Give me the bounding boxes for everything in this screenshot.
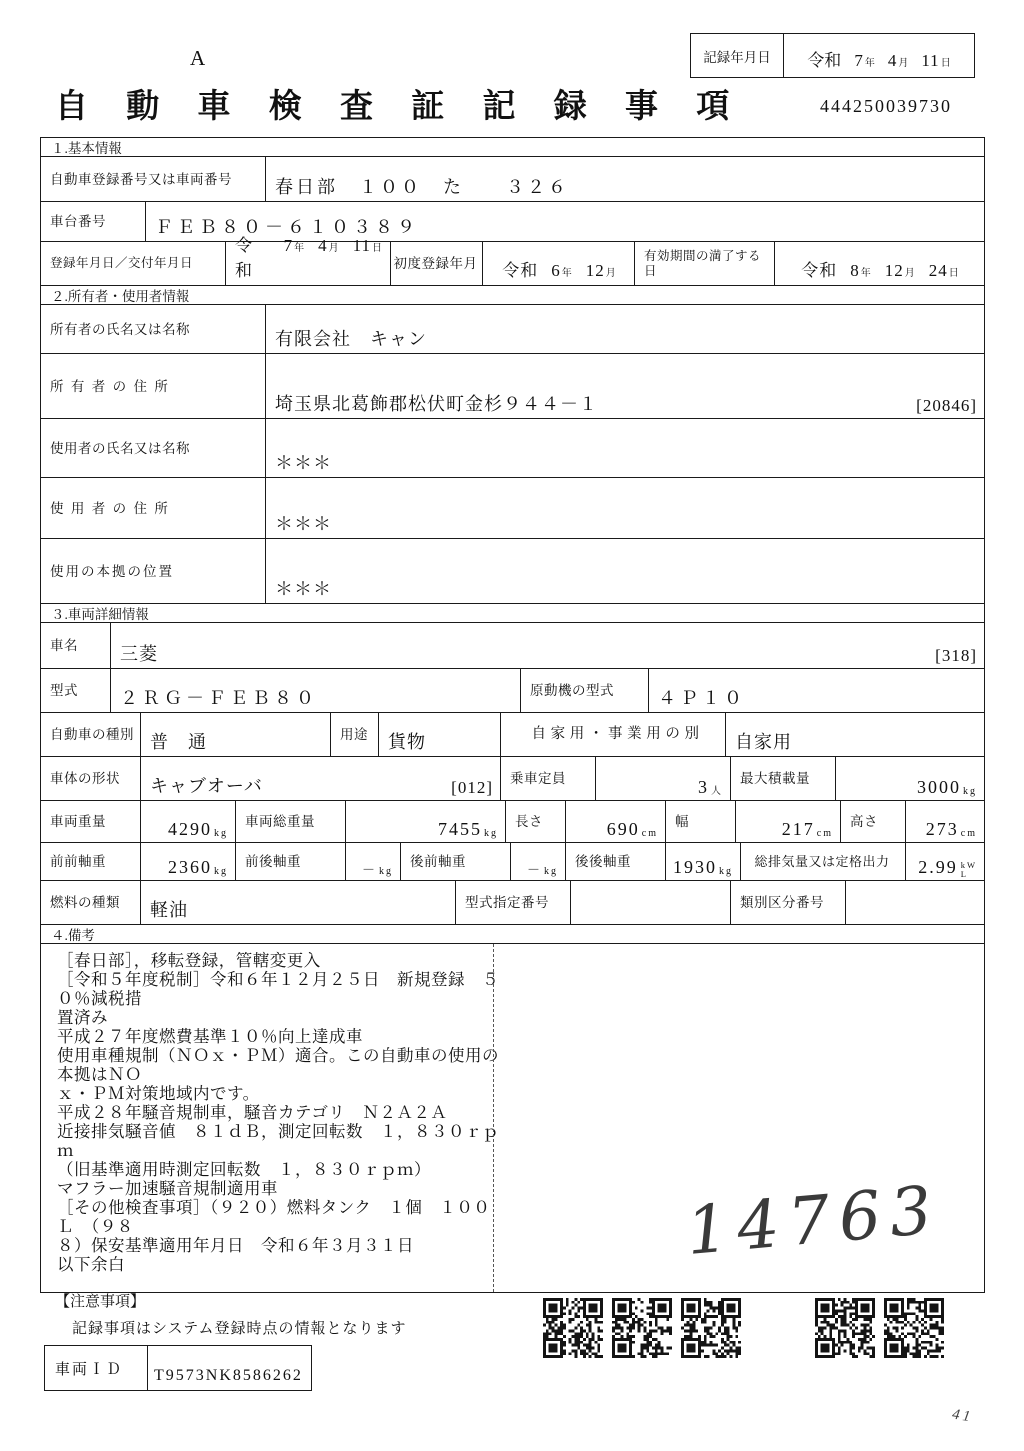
fuel-value: 軽油 <box>141 881 456 924</box>
expiry-date-label: 有効期間の満了する日 <box>635 242 775 285</box>
weight-number: 4290 <box>168 819 212 839</box>
record-date-month: 4 <box>887 51 898 70</box>
remark-line: 近接排気騒音値 ８１ｄＢ，測定回転数 １，８３０ｒｐｍ <box>57 1122 499 1160</box>
height-value <box>906 801 984 842</box>
day-unit: 日 <box>372 243 383 254</box>
category-label: 自動車の種別 <box>41 713 141 756</box>
use-label: 用途 <box>331 713 379 756</box>
vehicle-id-value: T9573NK8586262 <box>154 1367 303 1384</box>
vehicle-id-label: 車両ＩＤ <box>45 1346 148 1390</box>
year-unit: 年 <box>864 58 875 69</box>
weight-label: 車両重量 <box>41 801 141 842</box>
model-row <box>41 669 984 713</box>
expiry-date-era: 令和 <box>801 261 838 280</box>
max-load-value <box>836 757 984 800</box>
registration-number-value: 春日部 １００ た ３２６ <box>275 177 569 197</box>
remark-line: 置済み <box>57 1008 108 1027</box>
first-registration-value <box>483 242 635 285</box>
qr-code <box>884 1298 944 1358</box>
user-address-label: 使 用 者 の 住 所 <box>41 478 266 538</box>
cm-unit: cm <box>641 828 658 839</box>
qr-code <box>815 1298 875 1358</box>
remark-line: 使用車種規制（ＮＯｘ・ＰＭ）適合。この自動車の使用の本拠はＮＯ <box>57 1046 499 1084</box>
expiry-date-year: 8 <box>850 261 860 280</box>
body-shape-row <box>41 757 984 801</box>
remark-line: ［その他検査事項］（９２０）燃料タンク １個 １００Ｌ （９８ <box>57 1198 491 1236</box>
record-date-value <box>784 34 974 77</box>
body-shape-label: 車体の形状 <box>41 757 141 800</box>
base-location-label: 使用の本拠の位置 <box>41 539 266 603</box>
chassis-number-row <box>41 202 984 242</box>
model-label: 型式 <box>41 669 111 712</box>
registration-date-value <box>226 236 391 285</box>
section-basic-heading: １.基本情報 <box>41 138 984 157</box>
category-row <box>41 713 984 757</box>
gross-weight-number: 7455 <box>438 819 482 839</box>
engine-model-label: 原動機の型式 <box>521 669 649 712</box>
registration-date-day: 11 <box>352 236 371 255</box>
class-number-label: 類別区分番号 <box>731 881 846 924</box>
document-title: 自 動 車 検 査 証 記 録 事 項 <box>55 89 745 125</box>
category-value: 普 通 <box>141 713 331 756</box>
length-value <box>566 801 666 842</box>
remark-line: ｘ・ＰＭ対策地域内です。 <box>57 1084 260 1103</box>
user-name-value: ＊＊＊ <box>275 453 332 473</box>
max-load-number: 3000 <box>917 777 961 797</box>
gross-weight-label: 車両総重量 <box>236 801 346 842</box>
section-owner-heading: ２.所有者・使用者情報 <box>41 286 984 305</box>
gross-weight-value <box>346 801 506 842</box>
length-label: 長さ <box>506 801 566 842</box>
vehicle-id-box <box>44 1345 312 1391</box>
axle-weights-row <box>41 843 984 881</box>
axle-rf-label: 後前軸重 <box>401 843 511 880</box>
axle-fr-number: － <box>361 862 377 877</box>
model-value: ２ＲＧ－ＦＥＢ８０ <box>111 669 521 712</box>
remarks-divider <box>493 944 494 1292</box>
remarks-box <box>41 944 984 1292</box>
registration-date-label: 登録年月日／交付年月日 <box>41 242 226 285</box>
kg-unit: kg <box>214 866 228 877</box>
document-number: 444250039730 <box>820 96 952 116</box>
section-vehicle-heading: ３.車両詳細情報 <box>41 604 984 623</box>
user-name-label: 使用者の氏名又は名称 <box>41 419 266 477</box>
base-location-row <box>41 539 984 604</box>
owner-address-label: 所 有 者 の 住 所 <box>41 354 266 418</box>
axle-rr-label: 後後軸重 <box>566 843 666 880</box>
user-name-row <box>41 419 984 478</box>
kg-unit: kg <box>963 786 977 797</box>
record-date-era: 令和 <box>807 51 842 70</box>
car-name-row <box>41 623 984 669</box>
first-registration-era: 令和 <box>502 261 539 280</box>
kg-unit: kg <box>544 866 558 877</box>
max-load-label: 最大積載量 <box>731 757 836 800</box>
axle-rr-value <box>666 843 741 880</box>
registration-date-era: 令和 <box>235 236 253 280</box>
owner-address-row <box>41 354 984 419</box>
kg-unit: kg <box>484 828 498 839</box>
month-unit: 月 <box>605 268 617 279</box>
axle-ff-value <box>141 843 236 880</box>
owner-address-text: 埼玉県北葛飾郡松伏町金杉９４４－１ <box>275 394 598 414</box>
class-number-value <box>846 881 984 924</box>
type-designation-value <box>571 881 731 924</box>
capacity-label: 乗車定員 <box>501 757 596 800</box>
registration-date-month: 4 <box>318 236 328 255</box>
remark-line: 以下余白 <box>57 1255 125 1274</box>
axle-fr-label: 前後軸重 <box>236 843 346 880</box>
body-shape-code: [012] <box>451 778 493 797</box>
dates-row <box>41 236 984 286</box>
first-registration-label: 初度登録年月 <box>391 242 483 285</box>
qr-code <box>681 1298 741 1358</box>
record-date-day: 11 <box>921 51 940 70</box>
expiry-date-month: 12 <box>884 261 904 280</box>
displacement-label: 総排気量又は定格出力 <box>741 843 906 880</box>
displacement-value <box>906 843 984 880</box>
private-business-value: 自家用 <box>735 732 792 752</box>
capacity-number: 3 <box>698 777 709 797</box>
record-date-year: 7 <box>854 51 864 70</box>
car-name-text: 三菱 <box>120 644 158 664</box>
year-unit: 年 <box>860 268 872 279</box>
record-date-label: 記録年月日 <box>691 34 784 77</box>
day-unit: 日 <box>948 268 960 279</box>
height-label: 高さ <box>841 801 906 842</box>
body-shape-value <box>141 757 501 800</box>
car-name-label: 車名 <box>41 623 111 668</box>
notice-text: 記録事項はシステム登録時点の情報となります <box>72 1321 407 1337</box>
owner-address-value <box>266 354 984 418</box>
person-unit: 人 <box>711 786 723 797</box>
remark-line: ８）保安基準適用年月日 令和６年３月３１日 <box>57 1236 414 1255</box>
body-shape-text: キャブオーバ <box>150 776 263 796</box>
type-designation-label: 型式指定番号 <box>456 881 571 924</box>
registration-number-row <box>41 157 984 202</box>
length-number: 690 <box>606 819 640 839</box>
first-registration-year: 6 <box>551 261 561 280</box>
notice-heading: 【注意事項】 <box>55 1294 146 1310</box>
chassis-number-label: 車台番号 <box>41 202 146 241</box>
weight-value <box>141 801 236 842</box>
width-value <box>736 801 841 842</box>
owner-name-value: 有限会社 キャン <box>275 329 427 349</box>
section-remarks-heading: ４.備考 <box>41 925 984 944</box>
remark-line: マフラー加速騒音規制適用車 <box>57 1179 278 1198</box>
kg-unit: kg <box>719 866 733 877</box>
axle-rf-value <box>511 843 566 880</box>
remark-line: 平成２８年騒音規制車，騒音カテゴリ Ｎ２Ａ２Ａ <box>57 1103 448 1122</box>
cm-unit: cm <box>960 828 977 839</box>
user-address-value: ＊＊＊ <box>275 514 332 534</box>
kg-unit: kg <box>379 866 393 877</box>
axle-fr-value <box>346 843 401 880</box>
axle-ff-label: 前前軸重 <box>41 843 141 880</box>
expiry-date-value <box>775 242 984 285</box>
page-mark: A <box>190 46 206 70</box>
handwritten-number: 14763 <box>683 1171 944 1270</box>
owner-address-code: [20846] <box>916 396 977 415</box>
month-unit: 月 <box>904 268 916 279</box>
user-address-row <box>41 478 984 539</box>
record-date-box <box>690 33 975 78</box>
remark-line: 平成２７年度燃費基準１０％向上達成車 <box>57 1027 363 1046</box>
registration-date-year: 7 <box>283 236 294 255</box>
axle-rf-number: － <box>526 862 542 877</box>
capacity-value <box>596 757 731 800</box>
chassis-number-value: ＦＥＢ８０－６１０３８９ <box>155 217 419 237</box>
private-business-label: 自 家 用 ・ 事 業 用 の 別 <box>501 713 726 756</box>
remarks-text <box>57 951 502 1274</box>
fuel-row <box>41 881 984 925</box>
car-name-value <box>111 623 984 668</box>
base-location-value: ＊＊＊ <box>275 579 332 599</box>
day-unit: 日 <box>940 58 951 69</box>
remark-line: ［春日部］，移転登録，管轄変更入 <box>57 951 321 970</box>
qr-code <box>543 1298 603 1358</box>
remark-line: （旧基準適用時測定回転数 １，８３０ｒｐｍ） <box>57 1160 431 1179</box>
engine-model-value: ４Ｐ１０ <box>658 688 746 708</box>
year-unit: 年 <box>294 243 306 254</box>
year-unit: 年 <box>561 268 573 279</box>
registration-number-label: 自動車登録番号又は車両番号 <box>41 157 266 201</box>
remark-line: ［令和５年度税制］令和６年１２月２５日 新規登録 ５０％減税措 <box>57 970 499 1008</box>
car-name-code: [318] <box>935 646 977 665</box>
kg-unit: kg <box>214 828 228 839</box>
width-label: 幅 <box>666 801 736 842</box>
axle-rr-number: 1930 <box>673 857 717 877</box>
main-table <box>40 137 985 1293</box>
cm-unit: cm <box>816 828 833 839</box>
use-value: 貨物 <box>379 713 501 756</box>
handwritten-mark: 41 <box>950 1406 975 1426</box>
fuel-label: 燃料の種類 <box>41 881 141 924</box>
qr-code <box>612 1298 672 1358</box>
weights-row <box>41 801 984 843</box>
first-registration-month: 12 <box>585 261 605 280</box>
displacement-number: 2.99 <box>918 857 958 877</box>
owner-name-label: 所有者の氏名又は名称 <box>41 305 266 353</box>
month-unit: 月 <box>328 243 340 254</box>
month-unit: 月 <box>898 58 909 69</box>
kw-liter-unit: kW L <box>960 860 977 879</box>
height-number: 273 <box>925 819 959 839</box>
owner-name-row <box>41 305 984 354</box>
axle-ff-number: 2360 <box>168 857 212 877</box>
width-number: 217 <box>781 819 815 839</box>
expiry-date-day: 24 <box>928 261 948 280</box>
